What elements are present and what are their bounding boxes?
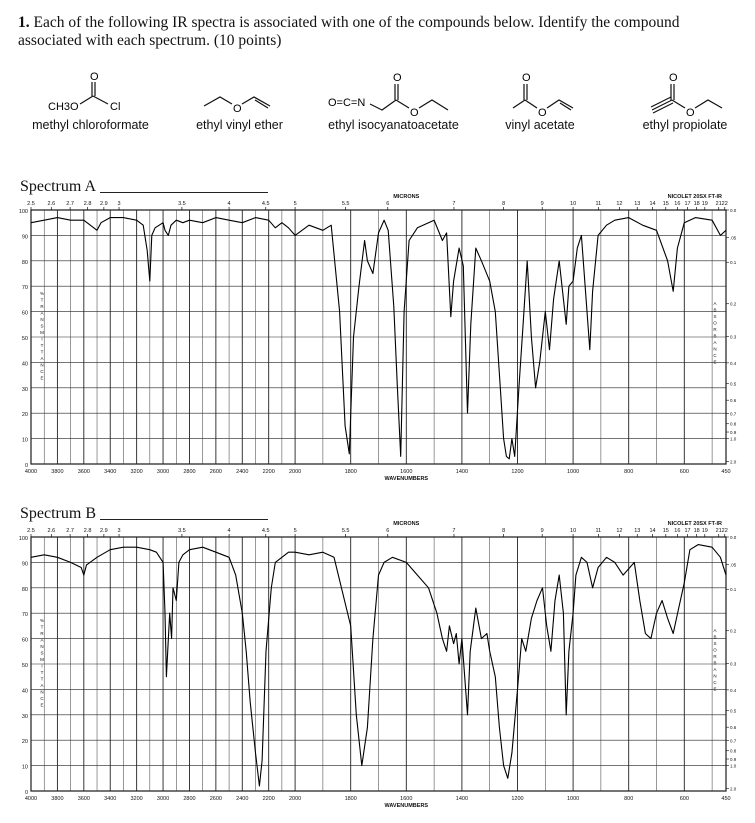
x-tick-label: 3200: [130, 469, 143, 475]
x-tick-label: 2000: [288, 796, 302, 802]
left-axis-letter: N: [40, 317, 44, 322]
x-tick-label: 1200: [511, 469, 524, 475]
micron-tick-label: 8: [502, 201, 506, 207]
ethyl-vinyl-ether-structure: [182, 70, 297, 118]
compound-vinyl-acetate: [495, 70, 585, 132]
micron-tick-label: 4.5: [261, 201, 270, 207]
atom-cl: Cl: [110, 101, 121, 113]
left-axis-letter: E: [40, 375, 44, 381]
x-tick-label: 3000: [156, 469, 170, 475]
x-tick-label: 4000: [24, 469, 38, 475]
y-tick-label: 40: [21, 688, 28, 695]
micron-tick-label: 3.5: [178, 201, 186, 207]
x-tick-label: 800: [624, 469, 634, 475]
question-number: 1.: [18, 14, 30, 31]
x-tick-label: 4000: [24, 796, 38, 802]
left-axis-label: [40, 618, 44, 708]
absorbance-tick-label: 0.0: [730, 535, 737, 540]
left-axis-letter: T: [40, 297, 44, 303]
x-tick-label: 1600: [400, 796, 413, 802]
right-axis-letter: R: [713, 654, 717, 659]
x-tick-label: 2800: [183, 796, 196, 802]
absorbance-tick-label: 0.3: [730, 661, 737, 667]
left-axis-letter: A: [40, 310, 44, 316]
x-axis-label: WAVENUMBERS: [384, 803, 429, 809]
x-tick-label: 450: [721, 469, 731, 475]
right-axis-letter: B: [713, 333, 717, 339]
left-axis-letter: S: [40, 650, 44, 656]
right-axis-label: [713, 628, 717, 692]
micron-tick-label: 13: [634, 201, 641, 207]
spectrum-b-label: Spectrum B: [20, 505, 96, 522]
y-tick-label: 30: [21, 386, 28, 393]
ir-chart-b: [0, 520, 755, 818]
right-axis-letter: B: [713, 660, 717, 666]
right-axis-letter: B: [713, 634, 717, 640]
question-text: [18, 14, 738, 50]
left-axis-letter: I: [41, 663, 43, 669]
left-axis-letter: R: [40, 631, 44, 636]
compound-name: vinyl acetate: [505, 118, 575, 132]
micron-tick-label: 2.8: [83, 201, 92, 207]
x-tick-label: 800: [624, 796, 634, 802]
micron-tick-label: 2.7: [66, 528, 74, 534]
micron-tick-label: 2.6: [47, 528, 56, 534]
x-tick-label: 3400: [104, 469, 117, 475]
left-axis-letter: M: [40, 657, 44, 662]
right-axis-label: [713, 301, 717, 365]
y-tick-label: 0: [24, 790, 28, 796]
x-tick-label: 1800: [344, 796, 357, 802]
right-axis-letter: N: [713, 346, 717, 352]
y-tick-label: 30: [21, 713, 28, 720]
microns-label: MICRONS: [393, 521, 420, 527]
micron-tick-label: 7: [452, 528, 456, 534]
y-tick-label: 60: [21, 637, 28, 644]
micron-tick-label: 9: [540, 201, 544, 207]
micron-tick-label: 2.9: [100, 201, 108, 207]
left-axis-letter: C: [40, 696, 44, 701]
compound-methyl-chloroformate: [18, 70, 163, 132]
x-tick-label: 2400: [236, 796, 249, 802]
x-tick-label: 3600: [77, 469, 90, 475]
left-axis-letter: N: [40, 644, 44, 649]
right-axis-letter: S: [713, 641, 717, 646]
left-axis-letter: A: [40, 637, 44, 643]
micron-tick-label: 5: [293, 201, 297, 207]
micron-tick-label: 22: [721, 201, 728, 207]
y-tick-label: 70: [21, 285, 28, 292]
x-tick-label: 1400: [455, 796, 469, 802]
micron-tick-label: 17: [684, 201, 691, 207]
compound-name: methyl chloroformate: [32, 118, 149, 132]
y-tick-label: 20: [21, 412, 28, 419]
x-tick-label: 2400: [236, 469, 249, 475]
absorbance-tick-label: 0.9: [730, 430, 737, 436]
right-axis-letter: O: [713, 647, 717, 653]
left-axis-letter: A: [40, 683, 44, 688]
right-axis-letter: A: [713, 628, 717, 633]
absorbance-tick-label: 0.4: [730, 687, 737, 693]
x-tick-label: 3400: [104, 796, 117, 802]
question-body: Each of the following IR spectra is associated with one of the compounds below. Identify the compound associated with each spectrum. (10 points): [18, 14, 680, 49]
absorbance-tick-label: .05: [730, 235, 737, 241]
left-axis-letter: R: [40, 304, 44, 309]
right-axis-letter: A: [713, 340, 717, 345]
x-tick-label: 3200: [130, 796, 143, 802]
y-tick-label: 100: [18, 209, 28, 215]
ethyl-isocyanatoacetate-structure: [316, 70, 471, 118]
absorbance-tick-label: 0.6: [730, 725, 737, 731]
left-axis-label: [40, 291, 44, 381]
atom-ocn: O=C=N: [328, 97, 366, 109]
absorbance-tick-label: 0.2: [730, 628, 737, 634]
spectrum-a-chart: [0, 193, 755, 498]
y-tick-label: 80: [21, 259, 28, 266]
compound-ethyl-vinyl-ether: [182, 70, 297, 132]
micron-tick-label: 11: [595, 201, 602, 207]
y-tick-label: 40: [21, 361, 28, 368]
right-axis-letter: A: [713, 667, 717, 672]
x-axis-label: WAVENUMBERS: [384, 476, 429, 482]
absorbance-tick-label: 0.4: [730, 360, 737, 366]
micron-tick-label: 18: [693, 201, 700, 207]
absorbance-tick-label: 0.1: [730, 260, 737, 266]
x-tick-label: 3000: [156, 796, 170, 802]
micron-tick-label: 16: [674, 201, 681, 207]
y-tick-label: 10: [21, 764, 28, 771]
ir-chart-a: [0, 193, 755, 493]
micron-tick-label: 12: [616, 201, 623, 207]
micron-tick-label: 21: [715, 528, 722, 534]
y-tick-label: 100: [18, 536, 28, 542]
absorbance-tick-label: 2.0: [730, 459, 737, 465]
x-tick-label: 1000: [566, 469, 580, 475]
atom-o: O: [538, 107, 547, 118]
absorbance-tick-label: 0.7: [730, 411, 737, 417]
micron-tick-label: 2.9: [100, 528, 108, 534]
y-tick-label: 0: [24, 463, 28, 469]
micron-tick-label: 2.8: [83, 528, 92, 534]
absorbance-tick-label: 0.7: [730, 738, 737, 744]
absorbance-tick-label: 0.3: [730, 334, 737, 340]
y-tick-label: 20: [21, 739, 28, 746]
micron-tick-label: 2.5: [27, 201, 35, 207]
x-tick-label: 600: [679, 796, 689, 802]
left-axis-letter: T: [40, 676, 44, 682]
micron-tick-label: 4: [227, 528, 231, 534]
spectrum-a-label: Spectrum A: [20, 178, 96, 195]
left-axis-letter: S: [40, 323, 44, 329]
x-tick-label: 2800: [183, 469, 196, 475]
micron-tick-label: 19: [701, 528, 708, 534]
right-axis-letter: C: [713, 353, 717, 358]
spectrum-b-chart: [0, 520, 755, 823]
right-axis-letter: S: [713, 314, 717, 319]
x-tick-label: 2200: [262, 469, 275, 475]
micron-tick-label: 22: [721, 528, 728, 534]
x-tick-label: 3800: [51, 796, 64, 802]
micron-tick-label: 7: [452, 201, 456, 207]
y-tick-label: 90: [21, 561, 28, 568]
absorbance-tick-label: 0.5: [730, 381, 737, 387]
microns-label: MICRONS: [393, 194, 420, 200]
y-tick-label: 50: [21, 336, 28, 342]
micron-tick-label: 8: [502, 528, 506, 534]
atom-o: O: [410, 107, 419, 118]
right-axis-letter: A: [713, 301, 717, 306]
left-axis-letter: C: [40, 369, 44, 374]
absorbance-tick-label: 0.1: [730, 587, 737, 593]
atom-ch3o: CH3O: [48, 101, 79, 113]
left-axis-letter: M: [40, 330, 44, 335]
left-axis-letter: T: [40, 343, 44, 348]
micron-tick-label: 17: [684, 528, 691, 534]
left-axis-letter: I: [41, 336, 43, 342]
micron-tick-label: 4: [227, 201, 231, 207]
left-axis-letter: N: [40, 689, 44, 695]
micron-tick-label: 18: [693, 528, 700, 534]
micron-tick-label: 2.5: [27, 528, 35, 534]
left-axis-letter: T: [40, 670, 44, 675]
compound-name: ethyl propiolate: [642, 118, 728, 132]
compound-ethyl-propiolate: [630, 70, 740, 132]
ethyl-propiolate-structure: [630, 70, 740, 118]
micron-tick-label: 5.5: [341, 201, 350, 207]
micron-tick-label: 21: [715, 201, 722, 207]
x-tick-label: 1600: [400, 469, 413, 475]
micron-tick-label: 15: [662, 528, 669, 534]
y-tick-label: 90: [21, 234, 28, 241]
micron-tick-label: 14: [649, 528, 656, 534]
compound-name: ethyl isocyanatoacetate: [328, 118, 459, 132]
atom-o-top: O: [393, 72, 402, 84]
micron-tick-label: 15: [662, 201, 669, 207]
micron-tick-label: 2.6: [47, 201, 56, 207]
right-axis-letter: C: [713, 680, 717, 685]
micron-tick-label: 10: [570, 201, 577, 207]
right-axis-letter: E: [713, 359, 717, 365]
left-axis-letter: T: [40, 624, 44, 630]
y-tick-label: 50: [21, 663, 28, 669]
left-axis-letter: N: [40, 362, 44, 368]
compound-ethyl-isocyanatoacetate: [316, 70, 471, 132]
y-tick-label: 10: [21, 437, 28, 444]
absorbance-tick-label: 1.0: [730, 436, 737, 442]
absorbance-tick-label: 0.8: [730, 748, 737, 754]
right-axis-letter: R: [713, 327, 717, 332]
atom-o: O: [686, 107, 695, 118]
x-tick-label: 2000: [288, 469, 302, 475]
micron-tick-label: 12: [616, 528, 623, 534]
compound-structures: [0, 70, 755, 140]
absorbance-tick-label: .05: [730, 562, 737, 568]
micron-tick-label: 6: [386, 201, 390, 207]
right-axis-letter: N: [713, 673, 717, 679]
y-tick-label: 70: [21, 612, 28, 619]
micron-tick-label: 6: [386, 528, 390, 534]
x-tick-label: 2200: [262, 796, 275, 802]
left-axis-letter: A: [40, 356, 44, 361]
micron-tick-label: 3: [117, 201, 121, 207]
absorbance-tick-label: 2.0: [730, 786, 737, 792]
micron-tick-label: 2.7: [66, 201, 74, 207]
instrument-label: NICOLET 20SX FT-IR: [667, 521, 722, 527]
x-tick-label: 2600: [209, 796, 222, 802]
vinyl-acetate-structure: [495, 70, 585, 118]
left-axis-letter: T: [40, 349, 44, 355]
x-tick-label: 3600: [77, 796, 90, 802]
right-axis-letter: O: [713, 320, 717, 326]
absorbance-tick-label: 0.0: [730, 208, 737, 213]
absorbance-tick-label: 1.0: [730, 763, 737, 769]
compound-name: ethyl vinyl ether: [196, 118, 283, 132]
micron-tick-label: 10: [570, 528, 577, 534]
absorbance-tick-label: 0.2: [730, 301, 737, 307]
micron-tick-label: 13: [634, 528, 641, 534]
right-axis-letter: E: [713, 686, 717, 692]
micron-tick-label: 3: [117, 528, 121, 534]
x-tick-label: 1000: [566, 796, 580, 802]
absorbance-tick-label: 0.9: [730, 757, 737, 763]
atom-o: O: [233, 103, 242, 115]
right-axis-letter: B: [713, 307, 717, 313]
left-axis-letter: %: [39, 291, 45, 296]
x-tick-label: 2600: [209, 469, 222, 475]
x-tick-label: 3800: [51, 469, 64, 475]
absorbance-tick-label: 0.8: [730, 421, 737, 427]
micron-tick-label: 9: [540, 528, 544, 534]
micron-tick-label: 11: [595, 528, 602, 534]
left-axis-letter: E: [40, 702, 44, 708]
atom-o-top: O: [522, 72, 531, 84]
micron-tick-label: 4.5: [261, 528, 270, 534]
x-tick-label: 1200: [511, 796, 524, 802]
atom-o: O: [90, 71, 99, 83]
micron-tick-label: 19: [701, 201, 708, 207]
left-axis-letter: %: [39, 618, 45, 623]
x-tick-label: 450: [721, 796, 731, 802]
x-tick-label: 600: [679, 469, 689, 475]
micron-tick-label: 14: [649, 201, 656, 207]
x-tick-label: 1400: [455, 469, 469, 475]
y-tick-label: 60: [21, 310, 28, 317]
absorbance-tick-label: 0.6: [730, 398, 737, 404]
micron-tick-label: 3.5: [178, 528, 186, 534]
instrument-label: NICOLET 20SX FT-IR: [667, 194, 722, 200]
micron-tick-label: 5.5: [341, 528, 350, 534]
micron-tick-label: 5: [293, 528, 297, 534]
methyl-chloroformate-structure: [18, 70, 163, 118]
absorbance-tick-label: 0.5: [730, 708, 737, 714]
x-tick-label: 1800: [344, 469, 357, 475]
atom-o-top: O: [669, 72, 678, 84]
micron-tick-label: 16: [674, 528, 681, 534]
y-tick-label: 80: [21, 586, 28, 593]
